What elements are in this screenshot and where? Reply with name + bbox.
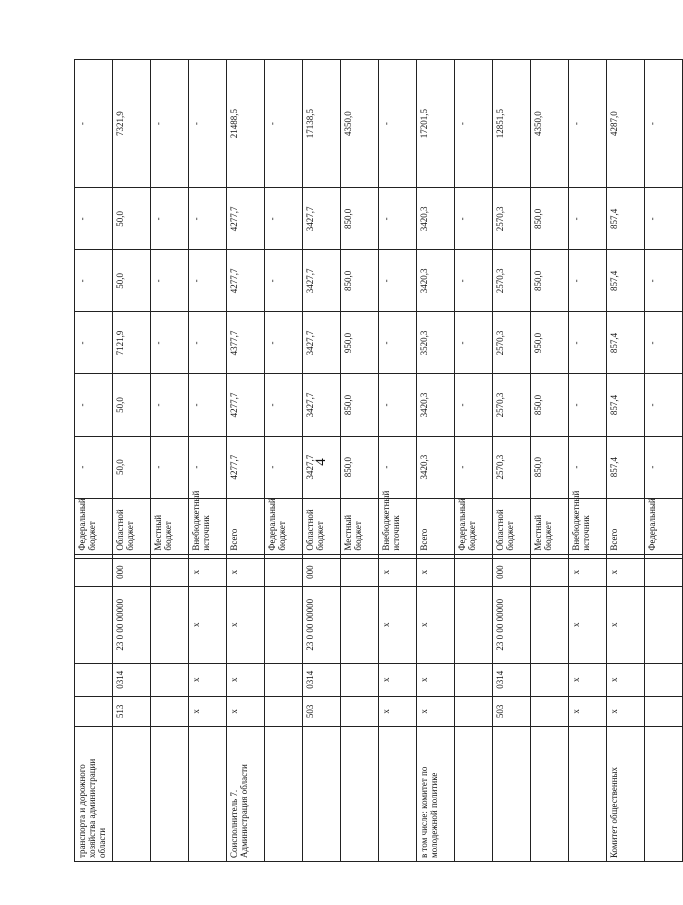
executor-cell — [265, 726, 303, 861]
year-2020-cell: 3427,7 — [303, 436, 341, 498]
table-row — [645, 60, 683, 862]
grbs-cell: х — [227, 696, 265, 726]
vr-cell: х — [607, 558, 645, 586]
year-2023-cell: 2570,3 — [493, 250, 531, 312]
year-2024-cell: - — [569, 188, 607, 250]
year-2022-cell: - — [265, 312, 303, 374]
csr-cell: х — [569, 586, 607, 663]
source-cell: Федеральный — [645, 498, 683, 554]
total-cell: 21488,5 — [227, 60, 265, 188]
year-2023-cell: 857,4 — [607, 250, 645, 312]
page-number: 4 — [313, 458, 329, 466]
year-2020-cell: - — [569, 436, 607, 498]
gap-cell — [189, 554, 227, 558]
year-2023-cell: - — [569, 250, 607, 312]
csr-cell — [645, 586, 683, 663]
total-cell: - — [379, 60, 417, 188]
year-2024-cell: 3427,7 — [303, 188, 341, 250]
csr-cell: х — [417, 586, 455, 663]
table-row — [113, 60, 151, 862]
rzpr-cell: х — [189, 663, 227, 696]
year-2020-cell: 850,0 — [341, 436, 379, 498]
rzpr-cell: х — [379, 663, 417, 696]
vr-cell: х — [189, 558, 227, 586]
vr-cell — [531, 558, 569, 586]
year-2021-cell: 3427,7 — [303, 374, 341, 436]
year-2022-cell: 4377,7 — [227, 312, 265, 374]
total-cell: - — [151, 60, 189, 188]
table-row — [75, 60, 113, 862]
source-cell: Областной бюджет — [493, 498, 531, 554]
executor-cell — [455, 726, 493, 861]
executor-cell — [151, 726, 189, 861]
year-2022-cell: 7121,9 — [113, 312, 151, 374]
total-cell: 12851,5 — [493, 60, 531, 188]
executor-cell — [493, 726, 531, 861]
executor-cell — [645, 726, 683, 861]
table-row — [493, 60, 531, 862]
table-row — [341, 60, 379, 862]
total-cell: - — [265, 60, 303, 188]
gap-cell — [455, 554, 493, 558]
year-2020-cell: - — [455, 436, 493, 498]
year-2021-cell: 850,0 — [341, 374, 379, 436]
year-2021-cell: 850,0 — [531, 374, 569, 436]
table-row — [379, 60, 417, 862]
vr-cell: х — [379, 558, 417, 586]
grbs-cell — [341, 696, 379, 726]
table-row — [227, 60, 265, 862]
grbs-cell: 513 — [113, 696, 151, 726]
gap-cell — [151, 554, 189, 558]
executor-cell — [303, 726, 341, 861]
vr-cell — [151, 558, 189, 586]
rzpr-cell: х — [607, 663, 645, 696]
year-2022-cell: 3427,7 — [303, 312, 341, 374]
vr-cell — [645, 558, 683, 586]
source-cell: Федеральный бюджет — [455, 498, 493, 554]
vr-cell — [341, 558, 379, 586]
year-2024-cell: 857,4 — [607, 188, 645, 250]
year-2024-cell: 50,0 — [113, 188, 151, 250]
year-2024-cell: 2570,3 — [493, 188, 531, 250]
year-2024-cell: 4277,7 — [227, 188, 265, 250]
source-cell: Местный бюджет — [151, 498, 189, 554]
year-2024-cell: - — [151, 188, 189, 250]
source-cell: Местный бюджет — [341, 498, 379, 554]
year-2023-cell: - — [151, 250, 189, 312]
vr-cell — [265, 558, 303, 586]
executor-cell — [341, 726, 379, 861]
csr-cell: х — [607, 586, 645, 663]
rzpr-cell: х — [417, 663, 455, 696]
executor-cell: Соисполнитель 7. Администрация области — [227, 726, 265, 861]
year-2020-cell: 3420,3 — [417, 436, 455, 498]
year-2021-cell: 857,4 — [607, 374, 645, 436]
year-2020-cell: 4277,7 — [227, 436, 265, 498]
total-cell: - — [569, 60, 607, 188]
table-row — [455, 60, 493, 862]
year-2022-cell: - — [569, 312, 607, 374]
year-2023-cell: 3427,7 — [303, 250, 341, 312]
year-2023-cell: - — [645, 250, 683, 312]
year-2024-cell: - — [379, 188, 417, 250]
year-2024-cell: - — [455, 188, 493, 250]
year-2022-cell: - — [189, 312, 227, 374]
csr-cell — [75, 586, 113, 663]
total-cell: - — [189, 60, 227, 188]
year-2022-cell: 3520,3 — [417, 312, 455, 374]
year-2021-cell: - — [379, 374, 417, 436]
source-cell: Областной бюджет — [113, 498, 151, 554]
year-2020-cell: 850,0 — [531, 436, 569, 498]
grbs-cell — [265, 696, 303, 726]
year-2024-cell: - — [645, 188, 683, 250]
gap-cell — [113, 554, 151, 558]
grbs-cell: х — [189, 696, 227, 726]
csr-cell: 23 0 00 00000 — [113, 586, 151, 663]
year-2020-cell: - — [151, 436, 189, 498]
executor-cell — [189, 726, 227, 861]
source-cell: Федеральный бюджет — [265, 498, 303, 554]
year-2020-cell: 857,4 — [607, 436, 645, 498]
year-2024-cell: 3420,3 — [417, 188, 455, 250]
vr-cell: х — [227, 558, 265, 586]
rzpr-cell — [265, 663, 303, 696]
gap-cell — [493, 554, 531, 558]
year-2020-cell: - — [189, 436, 227, 498]
year-2020-cell: 2570,3 — [493, 436, 531, 498]
source-cell: Внебюджетный источник — [189, 498, 227, 554]
rzpr-cell — [75, 663, 113, 696]
source-cell: Областной бюджет — [303, 498, 341, 554]
year-2022-cell: - — [455, 312, 493, 374]
rzpr-cell — [151, 663, 189, 696]
gap-cell — [607, 554, 645, 558]
year-2022-cell: - — [645, 312, 683, 374]
year-2022-cell: 857,4 — [607, 312, 645, 374]
gap-cell — [379, 554, 417, 558]
executor-cell — [569, 726, 607, 861]
csr-cell: 23 0 00 00000 — [493, 586, 531, 663]
total-cell: 17201,5 — [417, 60, 455, 188]
vr-cell: х — [569, 558, 607, 586]
year-2023-cell: - — [455, 250, 493, 312]
grbs-cell: х — [607, 696, 645, 726]
year-2021-cell: - — [151, 374, 189, 436]
year-2021-cell: 3420,3 — [417, 374, 455, 436]
year-2021-cell: - — [265, 374, 303, 436]
total-cell: 17138,5 — [303, 60, 341, 188]
year-2020-cell: 50,0 — [113, 436, 151, 498]
total-cell: 4287,0 — [607, 60, 645, 188]
grbs-cell: 503 — [303, 696, 341, 726]
rzpr-cell: 0314 — [113, 663, 151, 696]
source-cell: Местный бюджет — [531, 498, 569, 554]
year-2022-cell: - — [75, 312, 113, 374]
csr-cell — [455, 586, 493, 663]
csr-cell: х — [189, 586, 227, 663]
vr-cell: 000 — [113, 558, 151, 586]
total-cell: - — [645, 60, 683, 188]
table-row — [569, 60, 607, 862]
rzpr-cell — [455, 663, 493, 696]
csr-cell: х — [227, 586, 265, 663]
gap-cell — [531, 554, 569, 558]
table-row — [151, 60, 189, 862]
total-cell: 7321,9 — [113, 60, 151, 188]
gap-cell — [303, 554, 341, 558]
year-2021-cell: - — [569, 374, 607, 436]
rzpr-cell — [531, 663, 569, 696]
executor-cell — [531, 726, 569, 861]
vr-cell: х — [417, 558, 455, 586]
year-2020-cell: - — [379, 436, 417, 498]
year-2023-cell: - — [379, 250, 417, 312]
year-2023-cell: - — [75, 250, 113, 312]
year-2022-cell: 950,0 — [531, 312, 569, 374]
year-2021-cell: - — [455, 374, 493, 436]
source-cell: Федеральный бюджет — [75, 498, 113, 554]
source-cell: Внебюджетный источник — [569, 498, 607, 554]
csr-cell — [341, 586, 379, 663]
total-cell: 4350,0 — [531, 60, 569, 188]
table-row — [531, 60, 569, 862]
vr-cell: 000 — [493, 558, 531, 586]
grbs-cell: х — [379, 696, 417, 726]
year-2020-cell: - — [75, 436, 113, 498]
csr-cell — [531, 586, 569, 663]
year-2022-cell: 950,0 — [341, 312, 379, 374]
csr-cell — [151, 586, 189, 663]
gap-cell — [265, 554, 303, 558]
vr-cell — [455, 558, 493, 586]
source-cell: Всего — [227, 498, 265, 554]
source-cell: Всего — [607, 498, 645, 554]
gap-cell — [341, 554, 379, 558]
gap-cell — [417, 554, 455, 558]
executor-cell: транспорта и дорожного хозяйства администрации области — [75, 726, 113, 861]
grbs-cell — [531, 696, 569, 726]
year-2023-cell: 4277,7 — [227, 250, 265, 312]
grbs-cell: х — [417, 696, 455, 726]
year-2021-cell: 50,0 — [113, 374, 151, 436]
rzpr-cell: 0314 — [303, 663, 341, 696]
year-2021-cell: - — [189, 374, 227, 436]
rzpr-cell: 0314 — [493, 663, 531, 696]
year-2023-cell: 850,0 — [531, 250, 569, 312]
executor-cell — [113, 726, 151, 861]
grbs-cell: х — [569, 696, 607, 726]
year-2022-cell: - — [151, 312, 189, 374]
year-2023-cell: - — [265, 250, 303, 312]
year-2024-cell: - — [189, 188, 227, 250]
table-row — [607, 60, 645, 862]
gap-cell — [569, 554, 607, 558]
year-2024-cell: 850,0 — [531, 188, 569, 250]
grbs-cell — [75, 696, 113, 726]
gap-cell — [645, 554, 683, 558]
year-2021-cell: - — [645, 374, 683, 436]
year-2024-cell: - — [265, 188, 303, 250]
csr-cell: х — [379, 586, 417, 663]
table-row — [417, 60, 455, 862]
budget-table — [74, 59, 683, 862]
vr-cell — [75, 558, 113, 586]
total-cell: - — [455, 60, 493, 188]
csr-cell — [265, 586, 303, 663]
year-2022-cell: - — [379, 312, 417, 374]
year-2020-cell: - — [645, 436, 683, 498]
grbs-cell — [645, 696, 683, 726]
vr-cell: 000 — [303, 558, 341, 586]
year-2022-cell: 2570,3 — [493, 312, 531, 374]
rzpr-cell: х — [227, 663, 265, 696]
year-2024-cell: 850,0 — [341, 188, 379, 250]
total-cell: 4350,0 — [341, 60, 379, 188]
year-2023-cell: 850,0 — [341, 250, 379, 312]
rzpr-cell — [645, 663, 683, 696]
executor-cell: Комитет общественных — [607, 726, 645, 861]
source-cell: Внебюджетный источник — [379, 498, 417, 554]
year-2023-cell: - — [189, 250, 227, 312]
rzpr-cell: х — [569, 663, 607, 696]
year-2023-cell: 50,0 — [113, 250, 151, 312]
rzpr-cell — [341, 663, 379, 696]
executor-cell: в том числе: комитет по молодежной политике — [417, 726, 455, 861]
table-row — [303, 60, 341, 862]
year-2023-cell: 3420,3 — [417, 250, 455, 312]
table-body — [75, 60, 683, 862]
source-cell: Всего — [417, 498, 455, 554]
table-row — [265, 60, 303, 862]
year-2021-cell: - — [75, 374, 113, 436]
budget-table-sheet — [74, 59, 657, 862]
year-2021-cell: 4277,7 — [227, 374, 265, 436]
executor-cell — [379, 726, 417, 861]
grbs-cell — [151, 696, 189, 726]
year-2020-cell: - — [265, 436, 303, 498]
year-2021-cell: 2570,3 — [493, 374, 531, 436]
grbs-cell — [455, 696, 493, 726]
table-row — [189, 60, 227, 862]
gap-cell — [75, 554, 113, 558]
gap-cell — [227, 554, 265, 558]
grbs-cell: 503 — [493, 696, 531, 726]
year-2024-cell: - — [75, 188, 113, 250]
total-cell: - — [75, 60, 113, 188]
csr-cell: 23 0 00 00000 — [303, 586, 341, 663]
